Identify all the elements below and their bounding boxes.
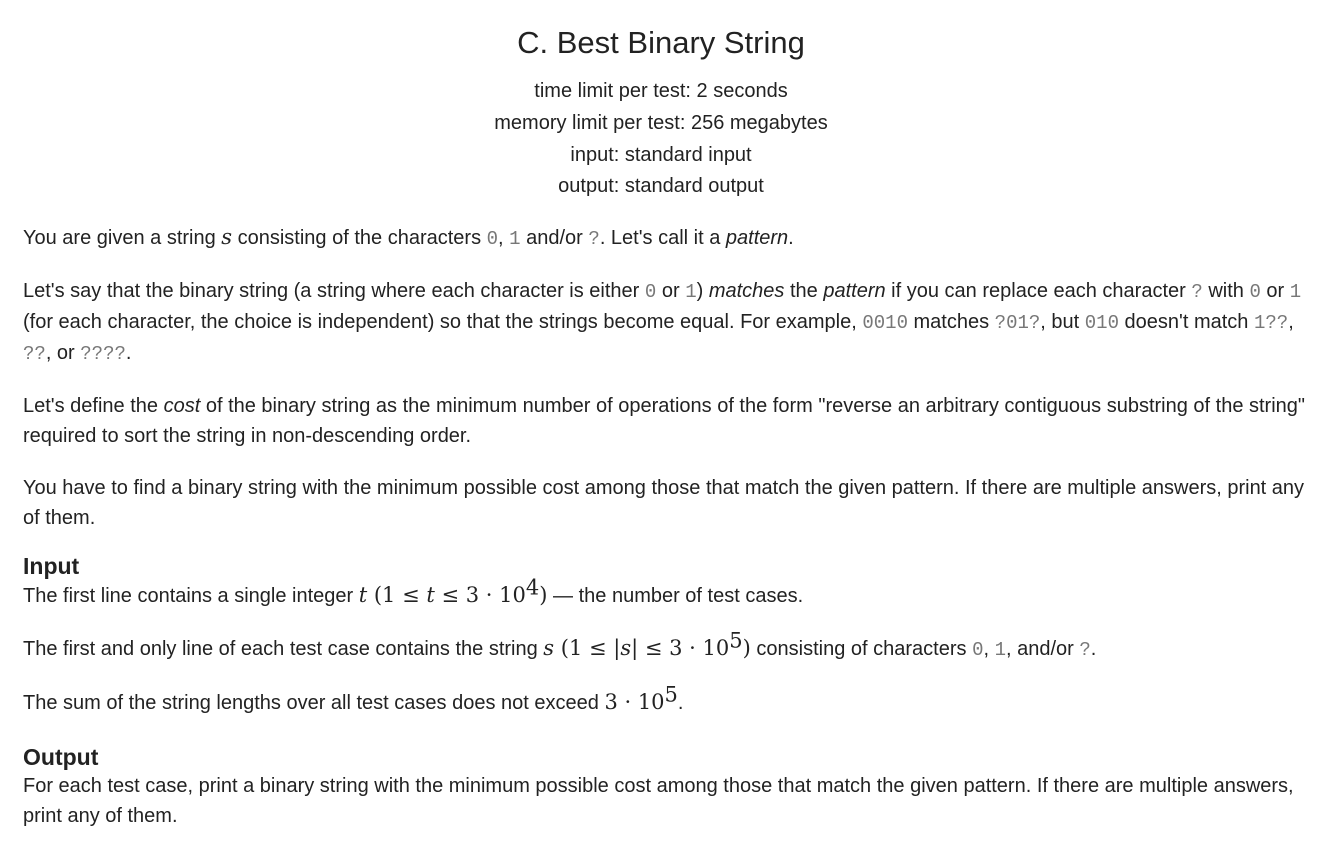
- statement-paragraph-3: Let's define the cost of the binary string as the minimum number of operations of the form "reverse an arbitrary contiguous substring of the string" required to sort the string in non-descending order.: [23, 395, 1306, 447]
- input-paragraph-1: The first line contains a single integer t $(1 \le t \le 3 \cdot 10^4)$ — the number of test cases.: [23, 575, 804, 607]
- input-section: [23, 552, 1313, 740]
- problem-statement: [23, 222, 1313, 555]
- output-paragraph-1: For each test case, print a binary string with the minimum possible cost among those that match the given pattern. If there are multiple answers, print any of them.: [23, 775, 1294, 827]
- statement-paragraph-2: Let's say that the binary string (a string where each character is either 0 or 1) matches the pattern if you can replace each character ? with 0 or 1 (for each character, the choice is independent) so that the strings become equal. For example, 0010 matches ?01?, but 010 doesn't match 1??, ??, or ????.: [23, 280, 1302, 365]
- problem-header: [0, 0, 1322, 203]
- input-paragraph-3: The sum of the string lengths over all test cases does not exceed $3 \cdot 10^5$.: [23, 682, 684, 714]
- input-paragraph-2: The first and only line of each test case contains the string s $(1 \le |s| \le 3 \cdot 10^5)$ consisting of characters 0, 1, and/or ?.: [23, 628, 1097, 661]
- problem-title: C. Best Binary String: [517, 25, 805, 60]
- input-heading: Input: [23, 553, 80, 579]
- time-limit: time limit per test: 2 seconds: [534, 80, 788, 102]
- memory-limit: memory limit per test: 256 megabytes: [494, 111, 828, 134]
- input-spec: input: standard input: [570, 143, 752, 166]
- limits-block: [0, 76, 1322, 203]
- statement-paragraph-4: You have to find a binary string with the minimum possible cost among those that match the given pattern. If there are multiple answers, print any of them.: [23, 477, 1305, 529]
- output-heading: Output: [23, 744, 99, 770]
- statement-paragraph-1: You are given a string s consisting of the characters 0, 1 and/or ?. Let's call it a pattern.: [23, 225, 794, 250]
- output-spec: output: standard output: [558, 175, 764, 198]
- output-section: [23, 743, 1313, 853]
